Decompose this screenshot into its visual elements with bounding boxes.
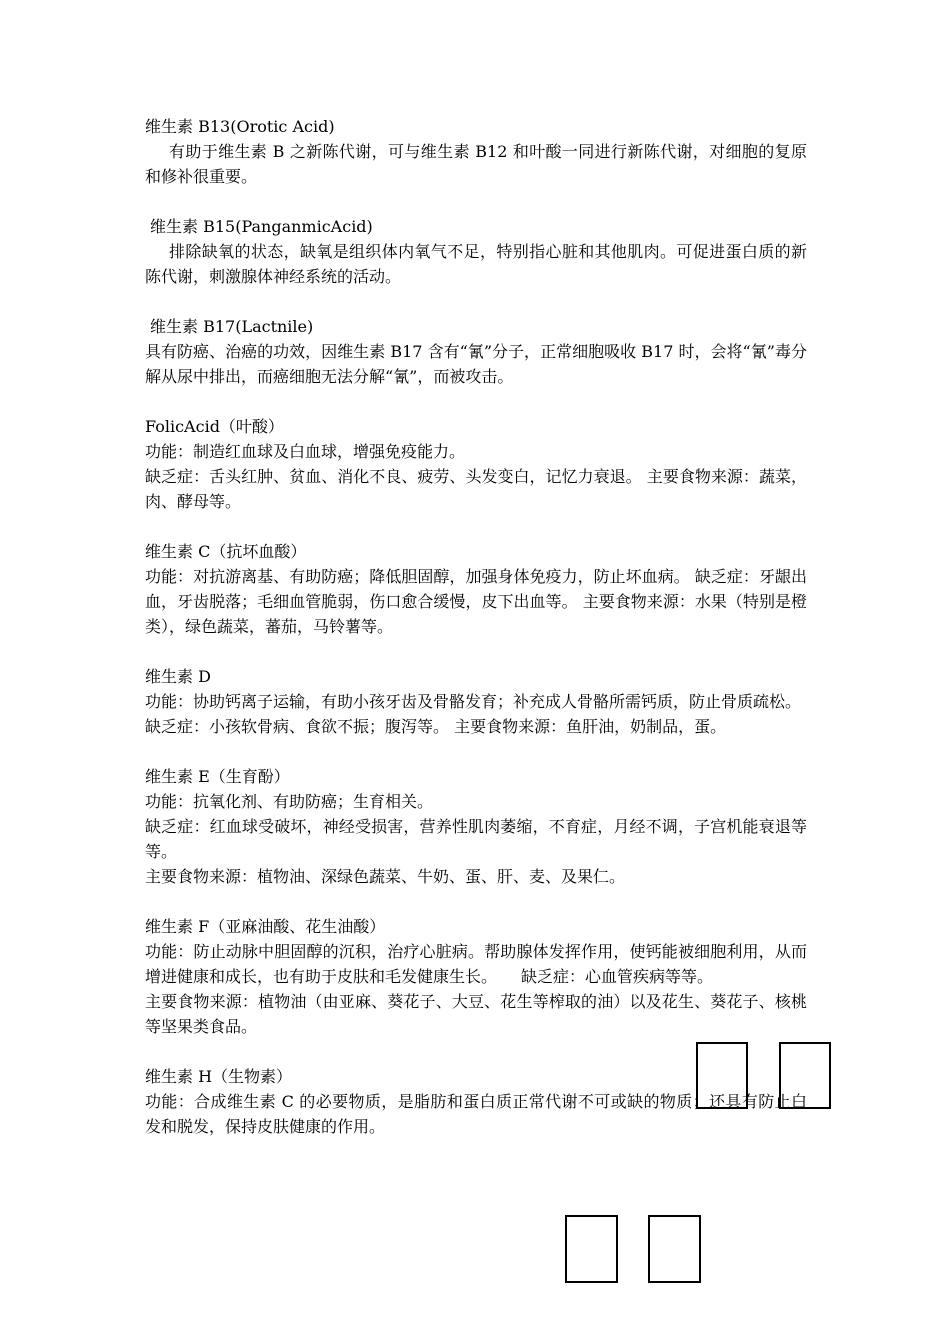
section-paragraph: 主要食物来源：植物油、深绿色蔬菜、牛奶、蛋、肝、麦、及果仁。 bbox=[145, 867, 626, 886]
document-body bbox=[145, 114, 807, 1164]
section-paragraph: 功能：对抗游离基、有助防癌；降低胆固醇，加强身体免疫力，防止坏血病。 缺乏症：牙龈出血，牙齿脱落；毛细血管脆弱，伤口愈合缓慢，皮下出血等。 主要食物来源：水果（特别是橙类），绿色蔬菜，蕃茄，马铃薯等。 bbox=[145, 567, 807, 636]
section-paragraph: 缺乏症：红血球受破坏，神经受损害，营养性肌肉萎缩，不育症，月经不调，子宫机能衰退等等。 bbox=[145, 817, 807, 861]
section-paragraph: 功能：合成维生素 C 的必要物质，是脂肪和蛋白质正常代谢不可或缺的物质；还具有防止白发和脱发，保持皮肤健康的作用。 bbox=[145, 1092, 807, 1136]
section-paragraph: 排除缺氧的状态，缺氧是组织体内氧气不足，特别指心脏和其他肌肉。可促进蛋白质的新陈代谢，刺激腺体神经系统的活动。 bbox=[145, 242, 807, 286]
section-heading: 维生素 B13(Orotic Acid) bbox=[145, 117, 335, 136]
section-paragraph: 功能：协助钙离子运输，有助小孩牙齿及骨骼发育；补充成人骨骼所需钙质，防止骨质疏松。 bbox=[145, 692, 802, 711]
section-heading: 维生素 F（亚麻油酸、花生油酸） bbox=[145, 917, 386, 936]
section-heading: 维生素 B15(PanganmicAcid) bbox=[150, 217, 373, 236]
section-folic-acid bbox=[145, 414, 807, 514]
empty-box bbox=[696, 1042, 748, 1109]
section-heading: 维生素 H（生物素） bbox=[145, 1067, 293, 1086]
section-paragraph: 缺乏症：舌头红肿、贫血、消化不良、疲劳、头发变白，记忆力衰退。 主要食物来源：蔬菜，肉、酵母等。 bbox=[145, 467, 807, 511]
section-heading: 维生素 D bbox=[145, 667, 211, 686]
section-vitamin-e bbox=[145, 764, 807, 889]
section-heading: 维生素 E（生育酚） bbox=[145, 767, 290, 786]
empty-box bbox=[565, 1215, 618, 1283]
section-paragraph: 功能：制造红血球及白血球，增强免疫能力。 bbox=[145, 442, 466, 461]
section-paragraph: 缺乏症：小孩软骨病、食欲不振；腹泻等。 主要食物来源：鱼肝油，奶制品，蛋。 bbox=[145, 717, 727, 736]
section-b17 bbox=[145, 314, 807, 389]
empty-box bbox=[779, 1042, 831, 1109]
section-vitamin-c bbox=[145, 539, 807, 639]
section-paragraph: 主要食物来源：植物油（由亚麻、葵花子、大豆、花生等榨取的油）以及花生、葵花子、核桃等坚果类食品。 bbox=[145, 992, 807, 1036]
section-heading: 维生素 C（抗坏血酸） bbox=[145, 542, 307, 561]
section-heading: 维生素 B17(Lactnile) bbox=[150, 317, 314, 336]
section-b15 bbox=[145, 214, 807, 289]
empty-box bbox=[648, 1215, 701, 1283]
section-paragraph: 具有防癌、治癌的功效，因维生素 B17 含有“氰”分子，正常细胞吸收 B17 时，会将“氰”毒分解从尿中排出，而癌细胞无法分解“氰”，而被攻击。 bbox=[145, 342, 807, 386]
section-b13 bbox=[145, 114, 807, 189]
section-heading: FolicAcid（叶酸） bbox=[145, 417, 284, 436]
section-paragraph: 功能：防止动脉中胆固醇的沉积，治疗心脏病。帮助腺体发挥作用，使钙能被细胞利用，从而增进健康和成长，也有助于皮肤和毛发健康生长。 缺乏症：心血管疾病等等。 bbox=[145, 942, 807, 986]
section-vitamin-f bbox=[145, 914, 807, 1039]
section-paragraph: 功能：抗氧化剂、有助防癌；生育相关。 bbox=[145, 792, 434, 811]
section-paragraph: 有助于维生素 B 之新陈代谢，可与维生素 B12 和叶酸一同进行新陈代谢，对细胞的复原和修补很重要。 bbox=[145, 142, 807, 186]
section-vitamin-d bbox=[145, 664, 807, 739]
